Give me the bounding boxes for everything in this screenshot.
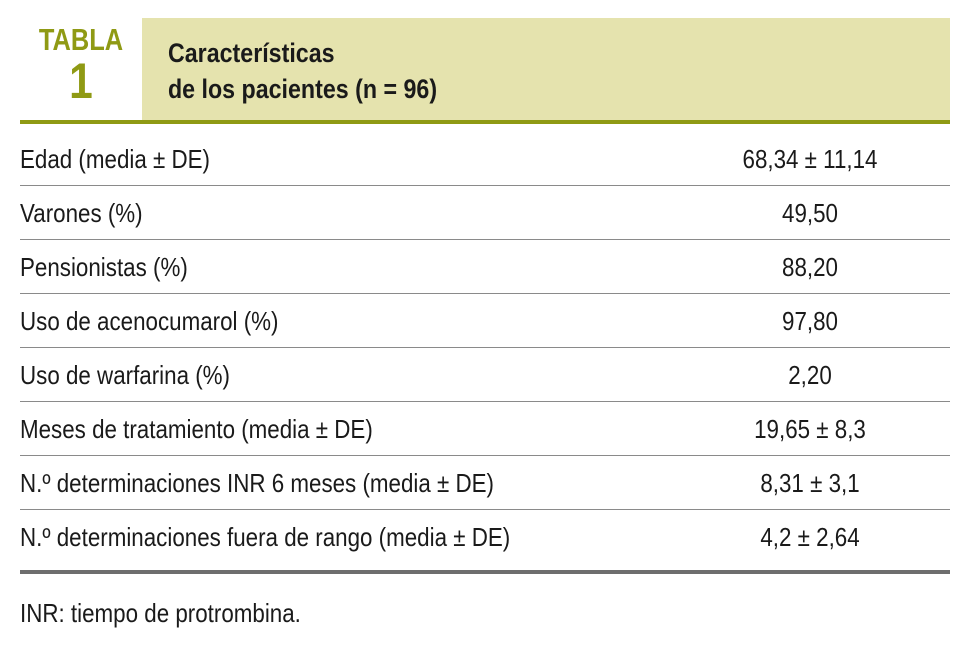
table-row [20, 240, 950, 294]
row-value: 68,34 ± 11,14 [742, 144, 878, 174]
row-label: Uso de acenocumarol (%) [20, 306, 279, 336]
row-label: Pensionistas (%) [20, 252, 188, 282]
table-footnote: INR: tiempo de protrombina. [20, 598, 301, 628]
table-row [20, 510, 950, 564]
row-label: Edad (media ± DE) [20, 144, 210, 174]
tabla-word: TABLA [38, 22, 124, 57]
row-value: 2,20 [788, 360, 832, 390]
table-row [20, 348, 950, 402]
table-row [20, 132, 950, 186]
row-label: Uso de warfarina (%) [20, 360, 231, 390]
table-header [20, 18, 950, 120]
table-title-line-2: de los pacientes (n = 96) [168, 74, 438, 104]
table-row [20, 186, 950, 240]
table-row [20, 402, 950, 456]
row-value: 49,50 [782, 198, 838, 228]
table-body [20, 132, 950, 564]
row-label: Meses de tratamiento (media ± DE) [20, 414, 373, 444]
table-row [20, 456, 950, 510]
row-label: N.º determinaciones fuera de rango (media ± DE) [20, 522, 511, 552]
row-value: 4,2 ± 2,64 [760, 522, 860, 552]
row-value: 8,31 ± 3,1 [760, 468, 860, 498]
row-value: 88,20 [782, 252, 838, 282]
table-bottom-divider [20, 570, 950, 574]
table-number-label [20, 18, 142, 120]
tabla-number: 1 [69, 53, 93, 109]
row-label: Varones (%) [20, 198, 143, 228]
table-row [20, 294, 950, 348]
header-divider [20, 120, 950, 124]
table-title-line-1: Características [168, 38, 335, 68]
row-label: N.º determinaciones INR 6 meses (media ± DE) [20, 468, 495, 498]
row-value: 19,65 ± 8,3 [754, 414, 866, 444]
table-title-box [142, 18, 950, 120]
row-value: 97,80 [782, 306, 838, 336]
